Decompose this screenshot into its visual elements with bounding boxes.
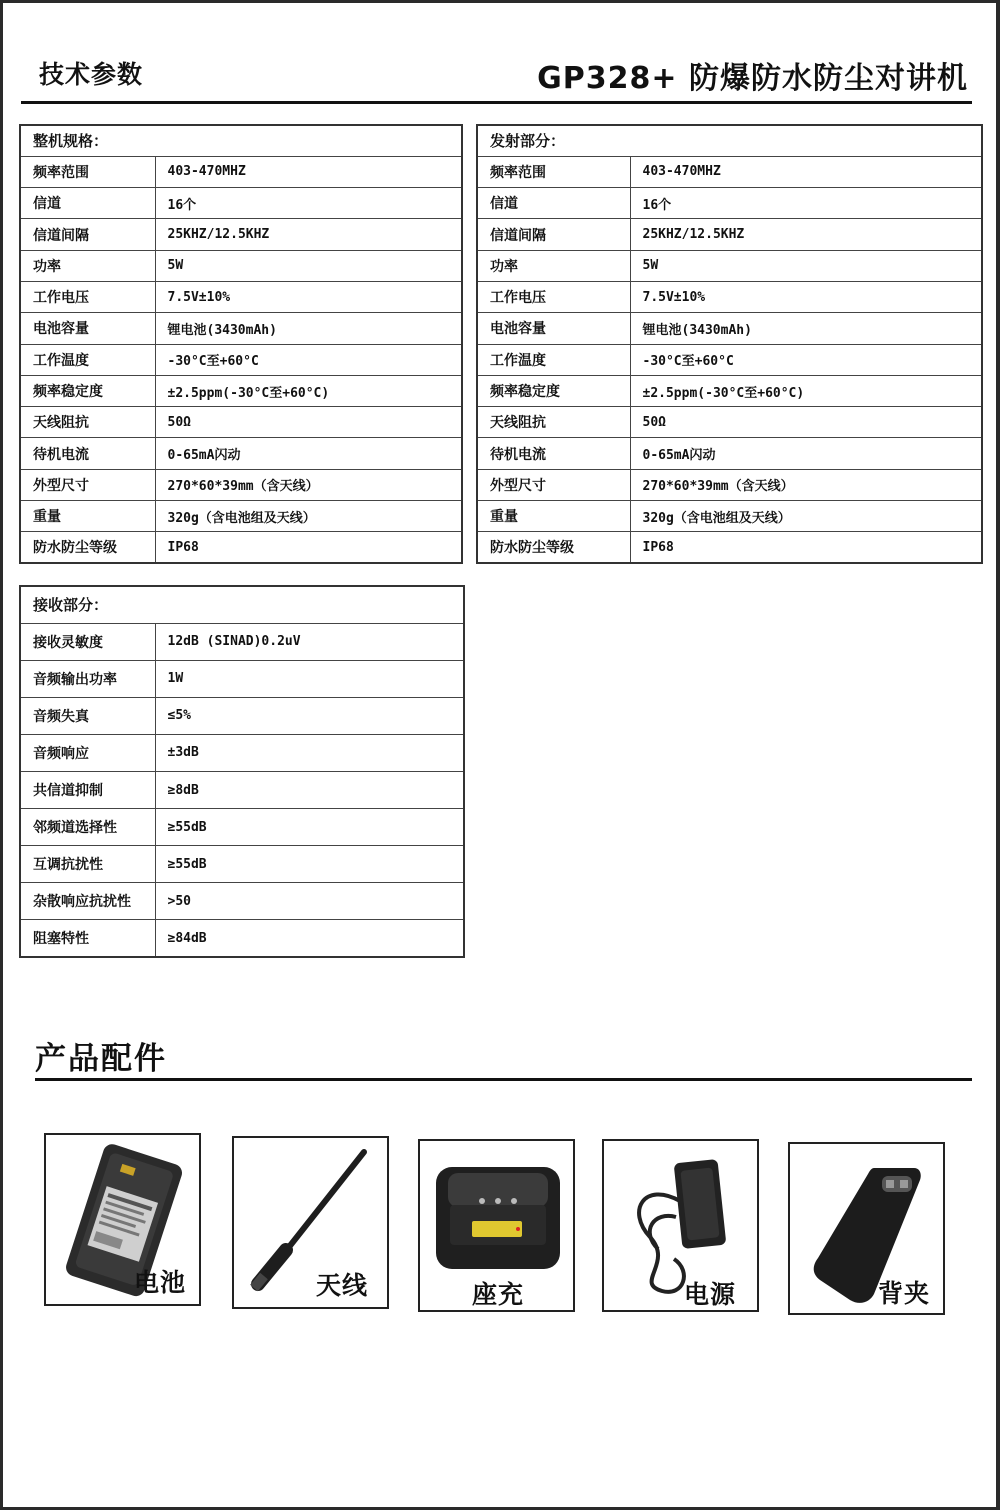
table-row	[477, 188, 982, 219]
accessories-title: 产品配件	[35, 1041, 167, 1077]
accessories-divider	[35, 1078, 972, 1081]
table-row	[20, 407, 462, 438]
spec-label: 频率范围	[477, 156, 630, 187]
accessory-label: 天线	[316, 1271, 369, 1300]
table-row	[477, 375, 982, 406]
spec-label: 音频响应	[20, 734, 155, 771]
table-row	[477, 532, 982, 563]
spec-label: 频率稳定度	[20, 375, 155, 406]
spec-value: 1W	[155, 660, 464, 697]
spec-value: -30°C至+60°C	[155, 344, 462, 375]
spec-label: 外型尺寸	[477, 469, 630, 500]
accessory-antenna	[232, 1136, 389, 1309]
spec-label: 工作电压	[477, 281, 630, 312]
table-row	[477, 219, 982, 250]
spec-value: 16个	[630, 188, 982, 219]
spec-label: 信道	[20, 188, 155, 219]
spec-label: 待机电流	[477, 438, 630, 469]
spec-label: 工作温度	[20, 344, 155, 375]
accessory-power-adapter	[602, 1139, 759, 1312]
spec-value: ±3dB	[155, 734, 464, 771]
spec-value: 270*60*39mm（含天线）	[630, 469, 982, 500]
table-row	[20, 188, 462, 219]
spec-value: 25KHZ/12.5KHZ	[630, 219, 982, 250]
spec-value: 5W	[155, 250, 462, 281]
table-row	[20, 501, 462, 532]
table-row	[477, 438, 982, 469]
spec-value: ±2.5ppm(-30°C至+60°C)	[630, 375, 982, 406]
table-row	[20, 438, 462, 469]
spec-value: >50	[155, 883, 464, 920]
table-row	[477, 250, 982, 281]
table-caption: 整机规格：	[20, 125, 462, 156]
spec-value: 270*60*39mm（含天线）	[155, 469, 462, 500]
table-row	[20, 156, 462, 187]
spec-value: IP68	[155, 532, 462, 563]
table-row	[477, 156, 982, 187]
table-caption-row	[20, 586, 464, 623]
table-row	[20, 281, 462, 312]
table-row	[477, 407, 982, 438]
spec-label: 信道	[477, 188, 630, 219]
spec-value: IP68	[630, 532, 982, 563]
spec-label: 电池容量	[477, 313, 630, 344]
accessory-label: 座充	[472, 1280, 525, 1309]
spec-value: 12dB (SINAD)0.2uV	[155, 623, 464, 660]
table-caption-row	[477, 125, 982, 156]
table-row	[20, 809, 464, 846]
table-caption: 发射部分：	[477, 125, 982, 156]
transmit-spec-table	[476, 124, 983, 564]
spec-label: 重量	[477, 501, 630, 532]
spec-value: 锂电池(3430mAh)	[155, 313, 462, 344]
product-title: GP328+ 防爆防水防尘对讲机	[537, 61, 968, 96]
spec-label: 音频输出功率	[20, 660, 155, 697]
table-row	[20, 375, 462, 406]
spec-value: 0-65mA闪动	[630, 438, 982, 469]
table-caption: 接收部分：	[20, 586, 464, 623]
spec-value: 16个	[155, 188, 462, 219]
accessory-desktop-charger	[418, 1139, 575, 1312]
table-row	[20, 250, 462, 281]
spec-label: 信道间隔	[20, 219, 155, 250]
table-row	[477, 344, 982, 375]
spec-value: 7.5V±10%	[155, 281, 462, 312]
spec-value: ≥55dB	[155, 846, 464, 883]
spec-label: 防水防尘等级	[477, 532, 630, 563]
section-title: 技术参数	[39, 60, 144, 89]
header-divider	[21, 101, 972, 104]
accessory-belt-clip	[788, 1142, 945, 1315]
spec-label: 电池容量	[20, 313, 155, 344]
spec-value: 403-470MHZ	[630, 156, 982, 187]
spec-label: 接收灵敏度	[20, 623, 155, 660]
table-row	[20, 883, 464, 920]
spec-value: 锂电池(3430mAh)	[630, 313, 982, 344]
spec-value: 320g（含电池组及天线）	[630, 501, 982, 532]
spec-label: 频率稳定度	[477, 375, 630, 406]
table-row	[477, 281, 982, 312]
spec-label: 工作温度	[477, 344, 630, 375]
table-row	[20, 846, 464, 883]
spec-value: 25KHZ/12.5KHZ	[155, 219, 462, 250]
spec-label: 天线阻抗	[20, 407, 155, 438]
spec-value: 5W	[630, 250, 982, 281]
spec-label: 共信道抑制	[20, 771, 155, 808]
spec-label: 互调抗扰性	[20, 846, 155, 883]
table-caption-row	[20, 125, 462, 156]
receive-spec-table	[19, 585, 465, 958]
spec-label: 杂散响应抗扰性	[20, 883, 155, 920]
spec-value: 50Ω	[155, 407, 462, 438]
table-row	[20, 344, 462, 375]
spec-value: ±2.5ppm(-30°C至+60°C)	[155, 375, 462, 406]
accessory-label: 背夹	[878, 1279, 931, 1308]
table-row	[20, 469, 462, 500]
spec-label: 工作电压	[20, 281, 155, 312]
table-row	[477, 501, 982, 532]
spec-label: 功率	[477, 250, 630, 281]
spec-value: ≥55dB	[155, 809, 464, 846]
spec-value: ≤5%	[155, 697, 464, 734]
spec-label: 音频失真	[20, 697, 155, 734]
spec-value: -30°C至+60°C	[630, 344, 982, 375]
table-row	[20, 532, 462, 563]
spec-label: 阻塞特性	[20, 920, 155, 957]
table-row	[20, 734, 464, 771]
table-row	[20, 313, 462, 344]
spec-value: 403-470MHZ	[155, 156, 462, 187]
table-row	[20, 771, 464, 808]
table-row	[20, 219, 462, 250]
spec-label: 信道间隔	[477, 219, 630, 250]
spec-label: 防水防尘等级	[20, 532, 155, 563]
table-row	[20, 660, 464, 697]
spec-value: ≥84dB	[155, 920, 464, 957]
accessory-battery	[44, 1133, 201, 1306]
spec-label: 外型尺寸	[20, 469, 155, 500]
spec-value: ≥8dB	[155, 771, 464, 808]
spec-value: 50Ω	[630, 407, 982, 438]
table-row	[20, 920, 464, 957]
spec-value: 0-65mA闪动	[155, 438, 462, 469]
spec-label: 频率范围	[20, 156, 155, 187]
spec-label: 天线阻抗	[477, 407, 630, 438]
spec-label: 功率	[20, 250, 155, 281]
table-row	[477, 469, 982, 500]
spec-value: 320g（含电池组及天线）	[155, 501, 462, 532]
table-row	[477, 313, 982, 344]
machine-spec-table	[19, 124, 463, 564]
accessory-label: 电池	[134, 1268, 187, 1297]
spec-label: 邻频道选择性	[20, 809, 155, 846]
table-row	[20, 697, 464, 734]
accessory-label: 电源	[684, 1280, 737, 1309]
table-row	[20, 623, 464, 660]
spec-label: 待机电流	[20, 438, 155, 469]
spec-label: 重量	[20, 501, 155, 532]
spec-value: 7.5V±10%	[630, 281, 982, 312]
